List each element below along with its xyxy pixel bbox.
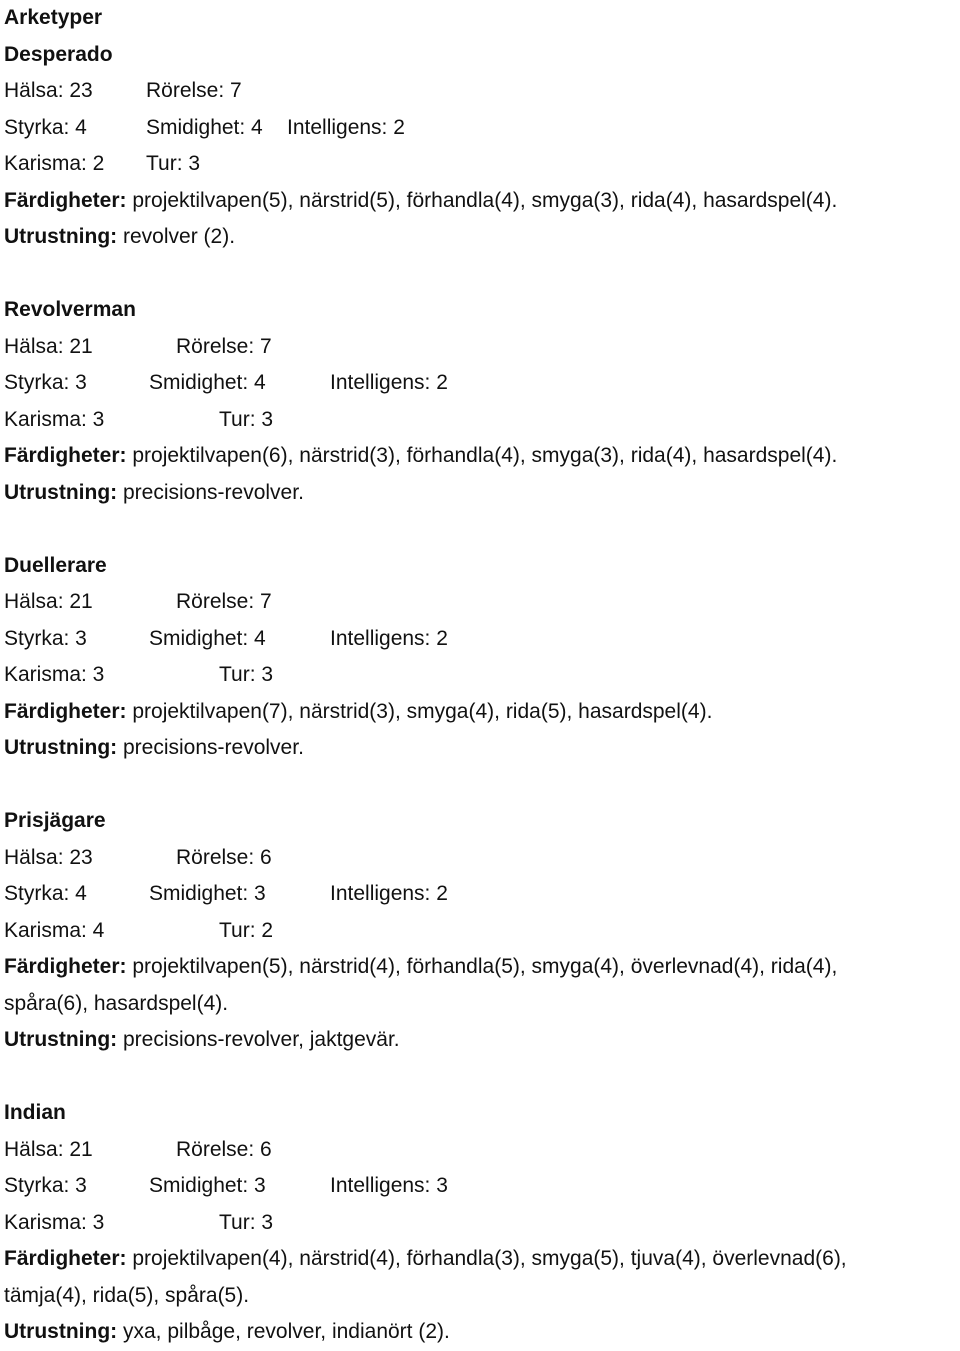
gear-line: [4, 1022, 956, 1059]
skills-text: projektilvapen(5), närstrid(5), förhandla(4), smyga(3), rida(4), hasardspel(4).: [132, 188, 838, 212]
gear-line: [4, 1314, 956, 1351]
gear-label: Utrustning:: [4, 225, 118, 248]
stats-row-2: [4, 110, 956, 147]
stat-halsa: Hälsa: 21: [4, 1137, 93, 1161]
skills-text-continued: spåra(6), hasardspel(4).: [4, 991, 229, 1015]
stat-karisma: Karisma: 3: [4, 407, 105, 431]
stat-rorelse: Rörelse: 6: [176, 1137, 272, 1161]
stat-halsa: Hälsa: 21: [4, 590, 93, 613]
stats-row-1: [4, 840, 956, 877]
gear-text: precisions-revolver.: [123, 480, 304, 504]
skills-label: Färdigheter:: [4, 444, 127, 467]
stat-smidighet: Smidighet: 3: [149, 882, 266, 905]
stats-row-2: [4, 621, 956, 658]
skills-line: [4, 438, 956, 475]
gear-text: precisions-revolver, jaktgevär.: [123, 1028, 400, 1051]
gear-label: Utrustning:: [4, 1320, 118, 1343]
stats-row-3: [4, 913, 956, 950]
stat-styrka: Styrka: 3: [4, 626, 87, 650]
stat-rorelse: Rörelse: 7: [176, 334, 272, 358]
gear-line: [4, 730, 956, 767]
stats-row-3: [4, 402, 956, 439]
archetype-prisjagare: [4, 803, 956, 1059]
stat-smidighet: Smidighet: 4: [149, 371, 266, 394]
skills-text: projektilvapen(7), närstrid(3), smyga(4), rida(5), hasardspel(4).: [132, 699, 713, 723]
gear-label: Utrustning:: [4, 480, 118, 504]
stats-row-3: [4, 146, 956, 183]
skills-line: [4, 1241, 956, 1278]
archetype-name: Duellerare: [4, 553, 107, 577]
stat-tur: Tur: 3: [219, 663, 274, 686]
stats-row-1: [4, 1132, 956, 1169]
gear-line: [4, 219, 956, 256]
stat-smidighet: Smidighet: 3: [149, 1174, 266, 1197]
archetype-desperado: [4, 37, 956, 256]
stats-row-1: [4, 73, 956, 110]
stat-rorelse: Rörelse: 6: [176, 845, 272, 869]
gear-label: Utrustning:: [4, 1028, 118, 1051]
gear-text: yxa, pilbåge, revolver, indianört (2).: [123, 1320, 450, 1343]
stat-intelligens: Intelligens: 2: [330, 371, 448, 394]
skills-line-continued: [4, 986, 956, 1023]
archetype-name: Prisjägare: [4, 809, 106, 832]
stat-karisma: Karisma: 4: [4, 918, 105, 942]
skills-text: projektilvapen(4), närstrid(4), förhandla(3), smyga(5), tjuva(4), överlevnad(6),: [132, 1247, 847, 1270]
skills-text: projektilvapen(6), närstrid(3), förhandla(4), smyga(3), rida(4), hasardspel(4).: [132, 444, 838, 467]
skills-line: [4, 183, 956, 220]
stats-row-2: [4, 876, 956, 913]
stat-rorelse: Rörelse: 7: [176, 590, 272, 613]
stat-styrka: Styrka: 4: [4, 882, 87, 905]
stats-row-3: [4, 657, 956, 694]
stat-styrka: Styrka: 3: [4, 371, 87, 394]
stat-halsa: Hälsa: 21: [4, 334, 93, 358]
stat-tur: Tur: 3: [219, 1210, 274, 1234]
stat-tur: Tur: 3: [219, 407, 274, 431]
stat-rorelse: Rörelse: 7: [146, 79, 242, 102]
archetype-name: Indian: [4, 1101, 66, 1124]
stat-smidighet: Smidighet: 4: [149, 626, 266, 650]
archetype-revolverman: [4, 292, 956, 511]
stat-smidighet: Smidighet: 4: [146, 115, 263, 139]
gear-line: [4, 475, 956, 512]
archetype-indian: [4, 1095, 956, 1351]
skills-label: Färdigheter:: [4, 188, 127, 212]
document-title: Arketyper: [4, 6, 103, 29]
stat-styrka: Styrka: 4: [4, 115, 87, 139]
skills-text: projektilvapen(5), närstrid(4), förhandla(5), smyga(4), överlevnad(4), rida(4),: [132, 955, 838, 978]
gear-text: precisions-revolver.: [123, 736, 304, 759]
stat-intelligens: Intelligens: 3: [330, 1174, 448, 1197]
skills-label: Färdigheter:: [4, 699, 127, 723]
document-page: [4, 0, 956, 1351]
skills-line-continued: [4, 1278, 956, 1315]
stat-intelligens: Intelligens: 2: [287, 115, 405, 139]
stats-row-2: [4, 365, 956, 402]
stat-halsa: Hälsa: 23: [4, 79, 93, 102]
stat-tur: Tur: 3: [146, 152, 201, 175]
skills-line: [4, 949, 956, 986]
stat-intelligens: Intelligens: 2: [330, 882, 448, 905]
stat-karisma: Karisma: 2: [4, 152, 105, 175]
archetype-name: Desperado: [4, 42, 113, 66]
stat-intelligens: Intelligens: 2: [330, 626, 448, 650]
skills-text-continued: tämja(4), rida(5), spåra(5).: [4, 1283, 250, 1307]
archetype-duellerare: [4, 548, 956, 767]
skills-label: Färdigheter:: [4, 1247, 127, 1270]
stats-row-1: [4, 329, 956, 366]
stats-row-3: [4, 1205, 956, 1242]
skills-line: [4, 694, 956, 731]
stat-halsa: Hälsa: 23: [4, 845, 93, 869]
stats-row-1: [4, 584, 956, 621]
stat-tur: Tur: 2: [219, 918, 274, 942]
gear-text: revolver (2).: [123, 225, 236, 248]
stat-karisma: Karisma: 3: [4, 663, 105, 686]
stats-row-2: [4, 1168, 956, 1205]
gear-label: Utrustning:: [4, 736, 118, 759]
stat-styrka: Styrka: 3: [4, 1174, 87, 1197]
stat-karisma: Karisma: 3: [4, 1210, 105, 1234]
skills-label: Färdigheter:: [4, 955, 127, 978]
archetype-name: Revolverman: [4, 298, 136, 321]
